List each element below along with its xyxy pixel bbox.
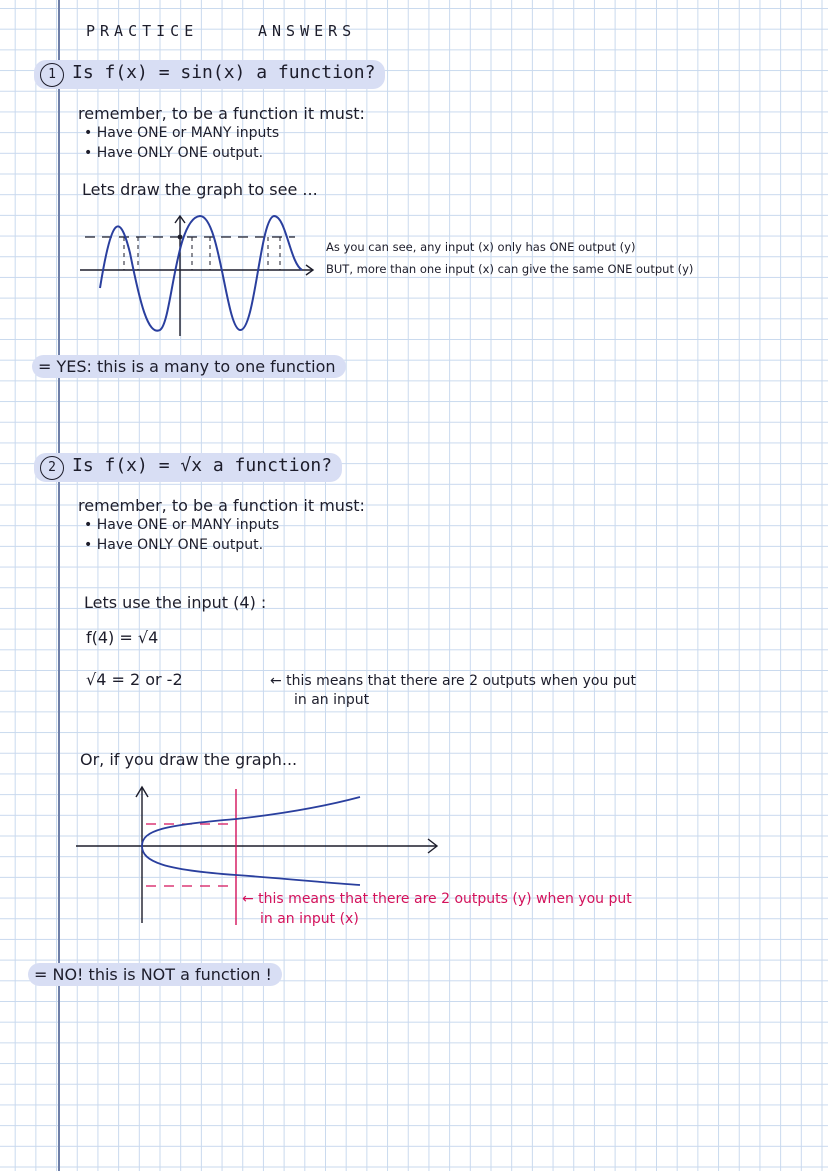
sqrt-graph-lower-branch bbox=[142, 846, 360, 885]
sine-curve bbox=[100, 216, 302, 331]
q1-remember: remember, to be a function it must: bbox=[78, 104, 365, 123]
q1-note-line-1: As you can see, any input (x) only has ONE output (y) bbox=[326, 240, 636, 254]
sine-graph bbox=[80, 208, 320, 343]
q2-answer: = NO! this is NOT a function ! bbox=[28, 963, 282, 986]
q2-bullet-2: • Have ONLY ONE output. bbox=[84, 537, 264, 553]
q1-question bbox=[34, 60, 385, 89]
page-title-practice: PRACTICE bbox=[86, 22, 199, 40]
q2-remember: remember, to be a function it must: bbox=[78, 496, 365, 515]
q1-note-line-2: BUT, more than one input (x) can give the same ONE output (y) bbox=[326, 262, 694, 276]
page-title-answers: ANSWERS bbox=[258, 22, 357, 40]
sqrt-graph-upper-branch bbox=[142, 797, 360, 846]
q1-bullet-1: • Have ONE or MANY inputs bbox=[84, 125, 280, 141]
q2-graph-note-line-2: in an input (x) bbox=[260, 911, 359, 927]
q2-graph-intro: Or, if you draw the graph... bbox=[80, 750, 298, 769]
q2-bullet-1: • Have ONE or MANY inputs bbox=[84, 517, 280, 533]
q2-step-1: f(4) = √4 bbox=[86, 628, 159, 647]
q2-question bbox=[34, 453, 342, 482]
q2-step-2-note-line-2: in an input bbox=[294, 692, 370, 708]
q1-number-badge: 1 bbox=[40, 63, 64, 87]
q2-step-2: √4 = 2 or -2 bbox=[86, 670, 183, 689]
q2-number-badge: 2 bbox=[40, 456, 64, 480]
q1-graph-intro: Lets draw the graph to see ... bbox=[82, 180, 318, 199]
q2-graph-note-line-1: ← this means that there are 2 outputs (y) when you put bbox=[242, 891, 632, 907]
q2-input-intro: Lets use the input (4) : bbox=[84, 593, 267, 612]
q1-bullet-2: • Have ONLY ONE output. bbox=[84, 145, 264, 161]
q2-question-text: Is f(x) = √x a function? bbox=[72, 455, 333, 476]
q1-answer: = YES: this is a many to one function bbox=[32, 355, 346, 378]
notebook-margin-line bbox=[58, 0, 60, 1171]
sine-graph-dashed-verticals bbox=[124, 237, 280, 270]
q1-question-text: Is f(x) = sin(x) a function? bbox=[72, 62, 376, 83]
sine-graph-point bbox=[178, 235, 183, 240]
q2-step-2-note-line-1: ← this means that there are 2 outputs when you put bbox=[270, 673, 637, 689]
